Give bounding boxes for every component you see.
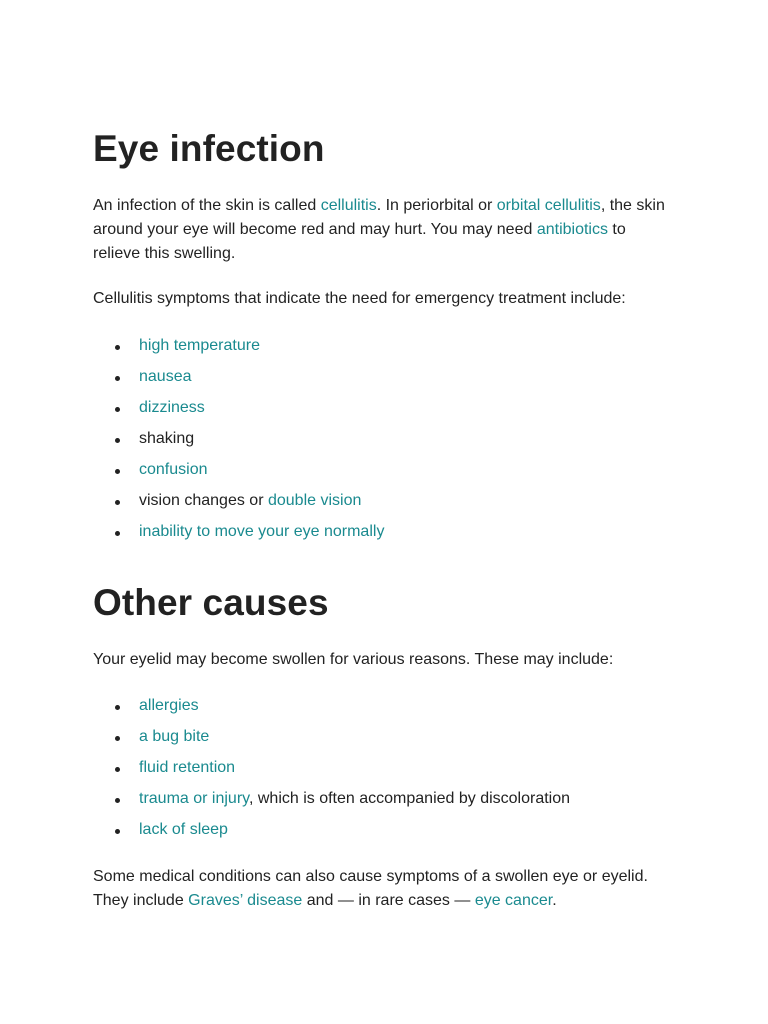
bullet-icon [115, 736, 120, 741]
link-eye-cancer[interactable]: eye cancer [474, 892, 553, 909]
heading-other-causes: Other causes [93, 582, 329, 623]
bullet-icon [115, 767, 120, 772]
text-span: Some medical conditions can also cause symptoms of a swollen eye or eyelid. They include [93, 868, 648, 909]
symptoms-list [93, 334, 384, 551]
text-span: and — in rare cases — [302, 892, 475, 909]
bullet-icon [115, 500, 120, 505]
link-confusion[interactable]: confusion [139, 461, 208, 478]
list-item [93, 334, 384, 365]
link-cellulitis[interactable]: cellulitis [320, 197, 377, 214]
link-high-temperature[interactable]: high temperature [139, 337, 260, 354]
list-item [93, 694, 570, 725]
link-antibiotics[interactable]: antibiotics [536, 221, 608, 238]
link-nausea[interactable]: nausea [139, 368, 192, 385]
bullet-icon [115, 407, 120, 412]
list-item [93, 427, 384, 458]
text-vision-changes: vision changes or [139, 492, 268, 509]
list-item [93, 396, 384, 427]
link-fluid-retention[interactable]: fluid retention [139, 759, 236, 776]
list-item [93, 787, 570, 818]
bullet-icon [115, 531, 120, 536]
text-span: . [552, 892, 557, 909]
bullet-icon [115, 345, 120, 350]
heading-eye-infection: Eye infection [93, 128, 325, 169]
bullet-icon [115, 829, 120, 834]
list-item [93, 818, 570, 849]
list-item [93, 365, 384, 396]
bullet-icon [115, 705, 120, 710]
link-graves-disease[interactable]: Graves’ disease [188, 892, 303, 909]
list-item [93, 458, 384, 489]
bullet-icon [115, 798, 120, 803]
text-span: An infection of the skin is called [93, 197, 321, 214]
link-double-vision[interactable]: double vision [267, 492, 362, 509]
paragraph-medical-conditions [93, 865, 668, 913]
list-item [93, 725, 570, 756]
link-inability-to-move-eye[interactable]: inability to move your eye normally [139, 523, 385, 540]
list-item [93, 756, 570, 787]
paragraph-eye-infection-intro [93, 194, 673, 266]
bullet-icon [115, 376, 120, 381]
link-bug-bite[interactable]: a bug bite [139, 728, 210, 745]
paragraph-symptoms-intro: Cellulitis symptoms that indicate the need for emergency treatment include: [93, 290, 626, 307]
text-span: . In periorbital or [376, 197, 497, 214]
link-dizziness[interactable]: dizziness [139, 399, 205, 416]
text-discoloration: , which is often accompanied by discoloration [248, 790, 571, 807]
link-orbital-cellulitis[interactable]: orbital cellulitis [496, 197, 601, 214]
text-span: to relieve this swelling. [93, 221, 626, 262]
text-span: , the skin around your eye will become red and may hurt. You may need [93, 197, 665, 238]
link-allergies[interactable]: allergies [139, 697, 199, 714]
paragraph-other-causes-intro: Your eyelid may become swollen for various reasons. These may include: [93, 651, 614, 668]
causes-list [93, 694, 570, 849]
link-trauma-or-injury[interactable]: trauma or injury [139, 790, 249, 807]
text-shaking: shaking [139, 430, 195, 447]
bullet-icon [115, 438, 120, 443]
list-item [93, 489, 384, 520]
list-item [93, 520, 384, 551]
bullet-icon [115, 469, 120, 474]
link-lack-of-sleep[interactable]: lack of sleep [139, 821, 228, 838]
